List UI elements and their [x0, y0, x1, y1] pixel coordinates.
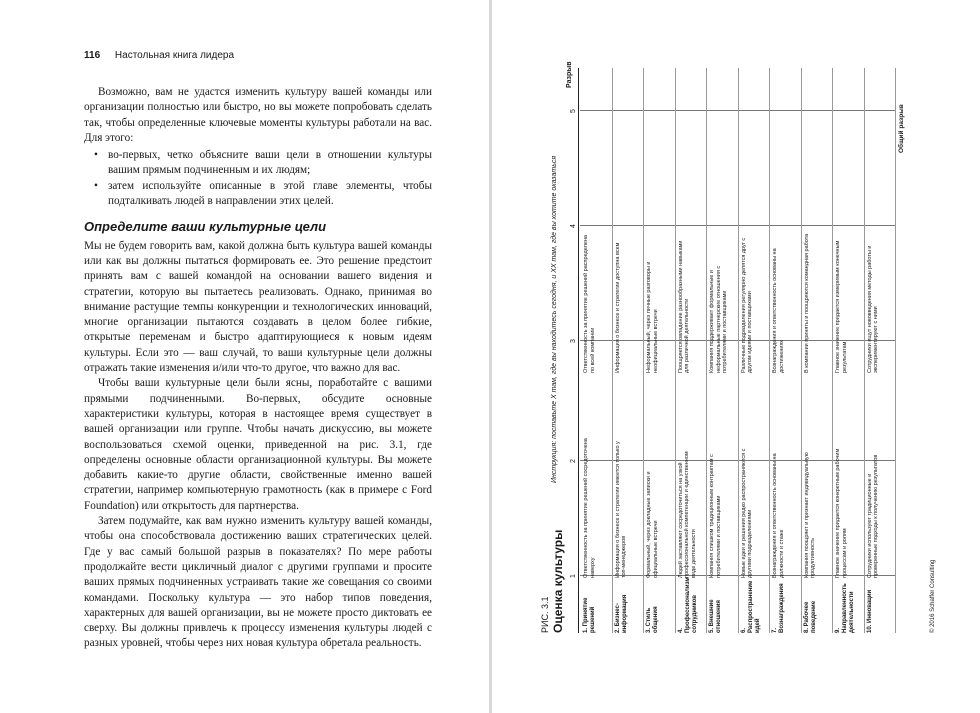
- scale-axis: [578, 68, 579, 633]
- paragraph: Мы не будем говорить вам, какой должна быть культура вашей команды или как вы должны пытаться формировать ее. Это решение предстоит принять вам с вашей командой на основании вашего видения и стратегии, которую вы пытаетесь реализовать. Однако, принимая во внимание растущие темпы конкуренции и технологических инноваций, многие организации пытаются создавать в целом более гибкие, открытые переменам и быстро адаптирующиеся к новым идеям культуры. Если это — ваш случай, то ваши культурные цели должны отражать такие изменения и/или что-то другое, что важно для вас.: [84, 239, 432, 375]
- table-row: 7. Вознаграждения Вознаграждения и ответственность основаны на должности и стаже Вознаграждения и ответственность основаны на достижениях: [769, 68, 802, 633]
- table-row: 2. Бизнес-информация Информация о бизнесе и стратегии имеется только у топ-менеджеров Информация о бизнесе и стратегии доступна всем: [612, 68, 645, 633]
- scale-tick: 5: [570, 109, 577, 113]
- table-row: 3. Стиль общения Формальный, через докладные записки и официальные встречи Неформальный, через личные разговоры и неофициальные встречи: [643, 68, 676, 633]
- body-text: [84, 85, 432, 652]
- figure-title: Оценка культуры: [551, 529, 565, 633]
- running-header: [84, 50, 234, 61]
- copyright: © 2016 Schaffer Consulting: [930, 559, 936, 633]
- page-number: 116: [84, 50, 101, 61]
- total-gap-label: Общий разрыв: [898, 104, 905, 153]
- gap-column-header: Разрыв: [566, 61, 573, 88]
- table-row: 9. Направленность деятельности Главное значение придается конкретным рабочим процессам и ролям Главное значение придается измеримым конечным результатам: [832, 68, 865, 633]
- scale-tick: 2: [570, 459, 577, 463]
- left-page: [0, 0, 489, 713]
- figure-culture-assessment: [540, 61, 960, 633]
- table-row: 10. Инновации Сотрудники используют традиционные и проверенные подходы к получению результатов Сотрудники ищут нововведения методы работы и экспериментируют с ними: [864, 68, 897, 633]
- book-title: Настольная книга лидера: [114, 50, 235, 61]
- figure-instruction: Инструкция: поставьте X там, где вы находитесь сегодня, и XX там, где вы хотите оказаться: [551, 155, 558, 483]
- paragraph: Затем подумайте, как вам нужно изменить культуру вашей команды, чтобы она способствовала достижению ваших стратегических целей. Где у вас самый большой разрыв в показателях? По мере работы продолжайте вести цикличный диалог с другими группами и просите ваших прямых подчиненных устраивать такие же совещания со своими командами. Поскольку культура — это набор типов поведения, характерных для вашей организации, вы не можете просто диктовать ее сверху. Вы должны привлечь к процессу изменения культуры людей с разных уровней, чтобы через них новая культура обретала реальность.: [84, 515, 432, 650]
- list-item: • во-первых, четко объясните ваши цели в отношении культуры вашим прямым подчиненным и их людям;: [94, 149, 432, 177]
- section-heading: Определите ваши культурные цели: [84, 219, 327, 235]
- figure-caption: РИС. 3.1: [540, 596, 550, 633]
- paragraph: Чтобы ваши культурные цели были ясны, поработайте с вашими прямыми подчиненными. Во-первых, обсудите основные характеристики культуры, которая в настоящее время существует в вашей организации или группе. Чтобы начать дискуссию, вы можете воспользоваться схемой оценки, приведенной на рис. 3.1, где определены основные области организационной культуры. Вы можете добавить какие-то другие области, свойственные именно вашей стратегии, например компьютерную грамотность (как в примере с Ford Foundation) или открытость для партнерства.: [84, 377, 432, 512]
- table-row: 6. Распространение идей Новые идеи и решения редко распространяются с другими подразделениями Различные подразделения регулярно делятся друг с другом идеями и поставщиками: [738, 68, 771, 633]
- scale-tick: 4: [570, 224, 577, 228]
- scale-tick: 3: [570, 339, 577, 343]
- bullet-icon: •: [94, 149, 98, 162]
- table-row: 1. Принятие решений Ответственность за принятие решений сосредоточена наверху Ответственность за принятие решений распределена по всей компании: [580, 68, 613, 633]
- table-row: 8. Рабочее поведение Компания поощряет и признает индивидуальную продуктивность В компании приняты и поощряются командная работа: [801, 68, 834, 633]
- bullet-icon: •: [94, 179, 98, 192]
- table-row: 4. Профессионализм сотрудников Людей заставляют сосредоточиться на узкой профессиональной компетенции и единственном виде деятельности Поощряется овладение разнообразными навыками для различной деятельности: [675, 68, 708, 633]
- table-row: 5. Внешние отношения Компания слишком традиционным контрактам с потребителями и поставщиками Компания поддерживает формальные и неформальные партнерские отношения с потребителями и поставщиками: [706, 68, 739, 633]
- list-item: • затем используйте описанные в этой главе элементы, чтобы подталкивать людей в направлении этих целей.: [94, 179, 432, 208]
- paragraph: Возможно, вам не удастся изменить культуру вашей команды или организации полностью или быстро, но вы можете попробовать сделать так, чтобы определенные ключевые моменты культуры работали на вас. Для этого:: [84, 86, 432, 144]
- bullet-list: [84, 148, 432, 209]
- scale-tick: 1: [570, 574, 577, 578]
